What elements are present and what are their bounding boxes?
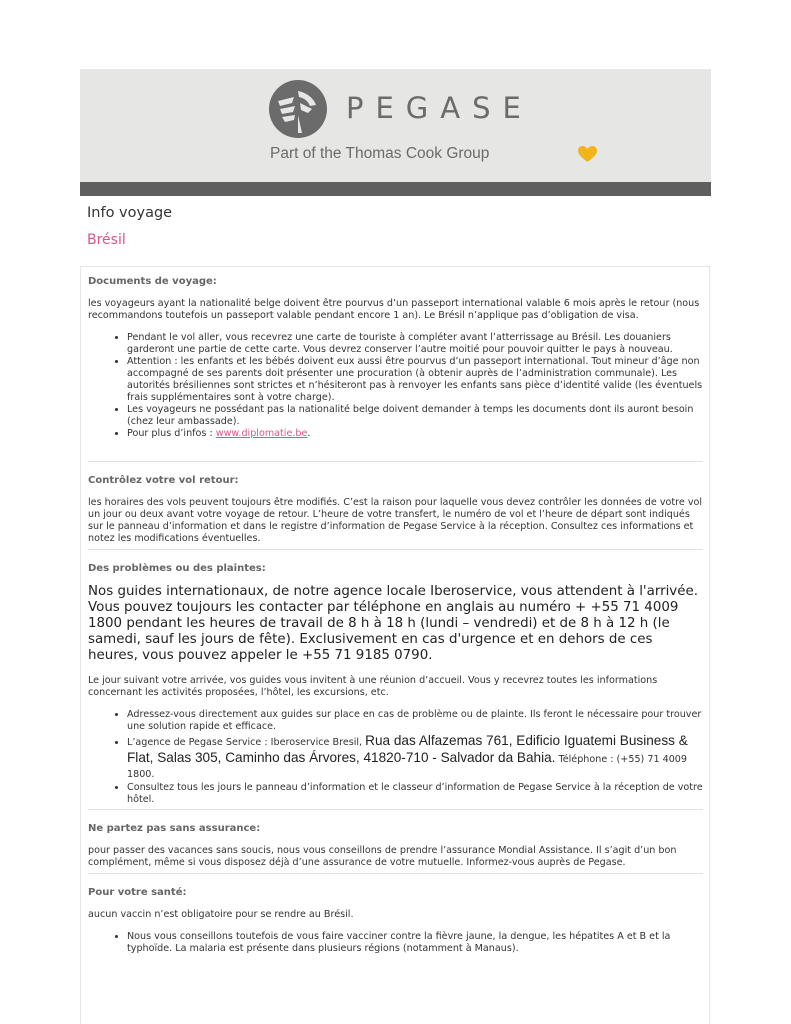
health-list — [88, 931, 703, 955]
content-panel — [80, 266, 710, 1024]
list-item: • Attention : les enfants et les bébés doivent eux aussi être pourvus d’un passeport international. Tout mineur d’âge non accompagné de ses parents doit présenter une procuration (à obtenir auprès de l’administration communale). Les autorités brésiliennes sont strictes et n’hésiteront pas à renvoyer les enfants sans pièce d’identité valide (les éventuels frais supplémentaires sont à votre charge). — [127, 356, 703, 404]
list-item: • Adressez-vous directement aux guides sur place en cas de problème ou de plainte. Ils feront le nécessaire pour trouver une solution rapide et efficace. — [127, 709, 703, 733]
header-divider-bar — [80, 182, 711, 196]
agency-address: Rua das Alfazemas 761, Edificio Iguatemi Business & Flat, Salas 305, Caminho das Árvores, 41820-710 - Salvador da Bahia. — [127, 733, 688, 765]
more-info-prefix: Pour plus d’infos : — [127, 428, 216, 439]
pegasus-logo-icon — [268, 79, 328, 139]
section-divider — [88, 549, 703, 550]
section-insurance — [88, 823, 703, 869]
agency-prefix: L’agence de Pegase Service : Iberoservice Bresil, — [127, 737, 366, 748]
section-heading: Ne partez pas sans assurance: — [88, 823, 261, 834]
section-heading: Contrôlez votre vol retour: — [88, 475, 239, 486]
header-banner — [80, 69, 711, 182]
heart-icon — [577, 145, 598, 163]
agency-phone: Téléphone : (+55) 71 4009 1800. — [127, 754, 688, 780]
diplomatie-link[interactable]: www.diplomatie.be — [215, 428, 308, 439]
section-heading: Des problèmes ou des plaintes: — [88, 563, 266, 574]
health-text: aucun vaccin n’est obligatoire pour se rendre au Brésil. — [88, 909, 354, 920]
list-item: • Consultez tous les jours le panneau d’information et le classeur d’information de Pegase Service à la réception de votre hôtel. — [127, 782, 703, 806]
list-item: • Nous vous conseillons toutefois de vous faire vacciner contre la fièvre jaune, la dengue, les hépatites A et B et la typhoïde. La malaria est présente dans plusieurs régions (notamment à Manaus). — [127, 931, 703, 955]
section-divider — [88, 873, 703, 874]
documents-intro: les voyageurs ayant la nationalité belge doivent être pourvus d’un passeport international valable 6 mois après le retour (nous recommandons toutefois un passeport valable pendant encore 1 an). Le Brésil n’applique pas d’obligation de visa. — [88, 298, 700, 321]
section-heading: Pour votre santé: — [88, 887, 187, 898]
brand-tagline: Part of the Thomas Cook Group — [270, 145, 490, 162]
list-item: • Les voyageurs ne possédant pas la nationalité belge doivent demander à temps les documents dont ils auront besoin (chez leur ambassade). — [127, 404, 703, 428]
page-title: Info voyage — [87, 205, 173, 221]
page-subtitle: Brésil — [87, 232, 126, 248]
insurance-text: pour passer des vacances sans soucis, nous vous conseillons de prendre l’assurance Mondial Assistance. Il s’agit d’un bon complément, même si vous disposez déjà d’une assurance de votre mutuelle. Informez-vous auprès de Pegase. — [88, 845, 677, 868]
guides-contact-text: Nos guides internationaux, de notre agence locale Iberoservice, vous attendent à l'arrivée. Vous pouvez toujours les contacter par téléphone en anglais au numéro + +55 71 4009 1800 pendant les heures de travail de 8 h à 18 h (lundi – vendredi) et de 8 h à 12 h (le samedi, sauf les jours de fête). Exclusivement en cas d'urgence et en dehors de ces heures, vous pouvez appeler le +55 71 9185 0790. — [88, 584, 698, 663]
welcome-meeting-text: Le jour suivant votre arrivée, vos guides vous invitent à une réunion d’accueil. Vous y recevrez toutes les informations concernant les activités proposées, l’hôtel, les excursions, etc. — [88, 675, 658, 698]
section-divider — [88, 461, 703, 462]
section-health — [88, 887, 703, 955]
section-documents — [88, 276, 703, 440]
list-item — [127, 428, 703, 440]
flight-text: les horaires des vols peuvent toujours être modifiés. C’est la raison pour laquelle vous devez contrôler les données de votre vol un jour ou deux avant votre voyage de retour. L’heure de votre transfert, le numéro de vol et l’heure de départ sont indiqués sur le panneau d’information et dans le registre d’information de Pegase Service à la réception. Consultez ces informations et notez les modifications éventuelles. — [88, 497, 703, 544]
section-heading: Documents de voyage: — [88, 276, 217, 287]
section-return-flight — [88, 475, 703, 545]
section-problems — [88, 563, 703, 806]
list-item — [127, 733, 703, 782]
more-info-suffix: . — [307, 428, 311, 439]
section-divider — [88, 809, 703, 810]
list-item: • Pendant le vol aller, vous recevrez une carte de touriste à compléter avant l’atterrissage au Brésil. Les douaniers garderont une partie de cette carte. Vous devrez conserver l’autre moitié pour pouvoir quitter le pays à nouveau. — [127, 332, 703, 356]
documents-list — [88, 332, 703, 440]
problems-list — [88, 709, 703, 806]
brand-name: PEGASE — [346, 91, 533, 125]
